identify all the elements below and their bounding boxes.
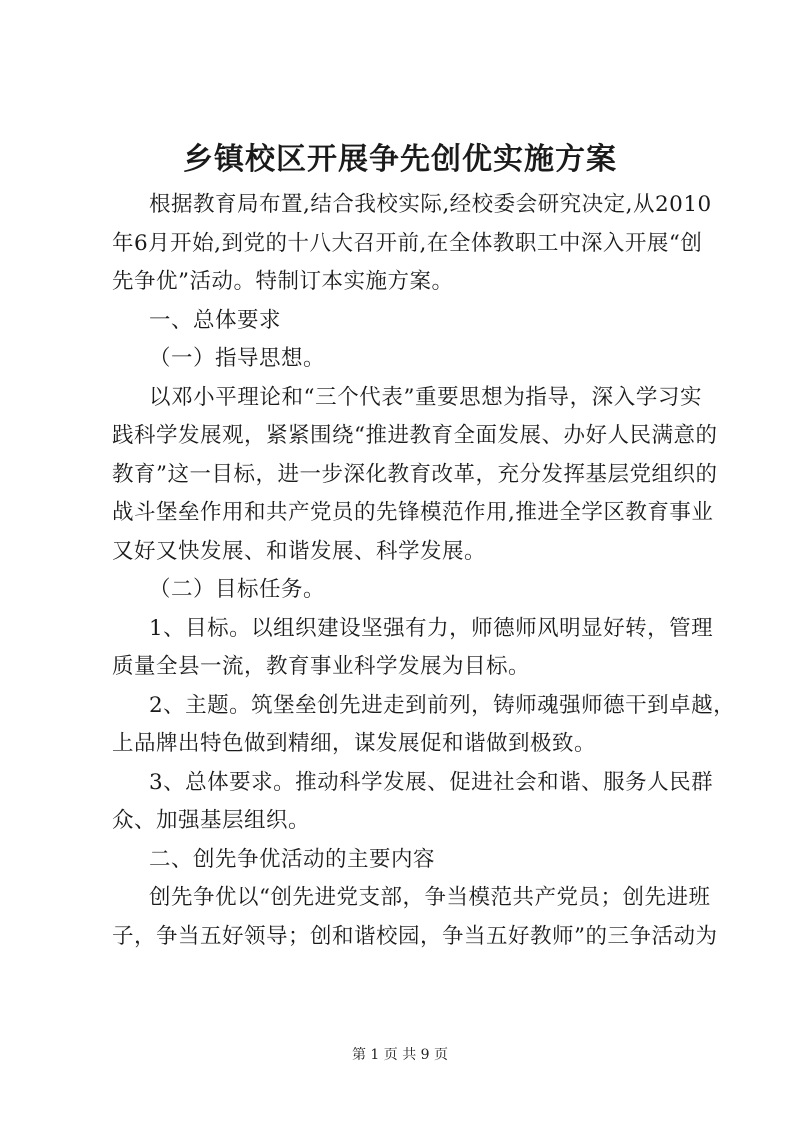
paragraph-line: 先争优”活动。特制订本实施方案。 — [112, 269, 454, 294]
paragraph-line: 子，争当五好领导；创和谐校园，争当五好教师”的三争活动为 — [112, 923, 718, 949]
paragraph-line: 1、目标。以组织建设坚强有力，师德师风明显好转，管理 — [149, 615, 714, 641]
paragraph-line: 上品牌出特色做到精细，谋发展促和谐做到极致。 — [112, 731, 597, 756]
subsection-heading: （二）目标任务。 — [149, 577, 326, 602]
paragraph-line: 践科学发展观，紧紧围绕“推进教育全面发展、办好人民满意的 — [112, 423, 718, 448]
paragraph-line: 教育”这一目标，进一步深化教育改革，充分发挥基层党组织的 — [112, 461, 718, 487]
page-number-footer: 第 1 页 共 9 页 — [351, 1047, 449, 1063]
document-title: 乡镇校区开展争先创优实施方案 — [183, 142, 617, 177]
paragraph-line: 质量全县一流，教育事业科学发展为目标。 — [112, 654, 531, 679]
paragraph-line: 年6月开始,到党的十八大召开前,在全体教职工中深入开展“创 — [112, 230, 703, 256]
paragraph-line: 3、总体要求。推动科学发展、促进社会和谐、服务人民群 — [149, 769, 714, 795]
paragraph-line: 创先争优以“创先进党支部，争当模范共产党员；创先进班 — [149, 885, 711, 910]
paragraph-line: 2、主题。筑堡垒创先进走到前列，铸师魂强师德干到卓越， — [149, 692, 736, 718]
paragraph-line: 又好又快发展、和谐发展、科学发展。 — [112, 538, 487, 564]
paragraph-line: 战斗堡垒作用和共产党员的先锋模范作用,推进全学区教育事业 — [112, 500, 714, 525]
paragraph-line: 以邓小平理论和“三个代表”重要思想为指导，深入学习实 — [149, 384, 702, 410]
document-body — [112, 186, 736, 956]
paragraph-line: 众、加强基层组织。 — [112, 808, 311, 833]
section-heading: 一、总体要求 — [149, 307, 282, 333]
subsection-heading: （一）指导思想。 — [149, 346, 326, 371]
section-heading: 二、创先争优活动的主要内容 — [149, 846, 436, 872]
paragraph-line: 根据教育局布置,结合我校实际,经校委会研究决定,从2010 — [149, 192, 712, 217]
